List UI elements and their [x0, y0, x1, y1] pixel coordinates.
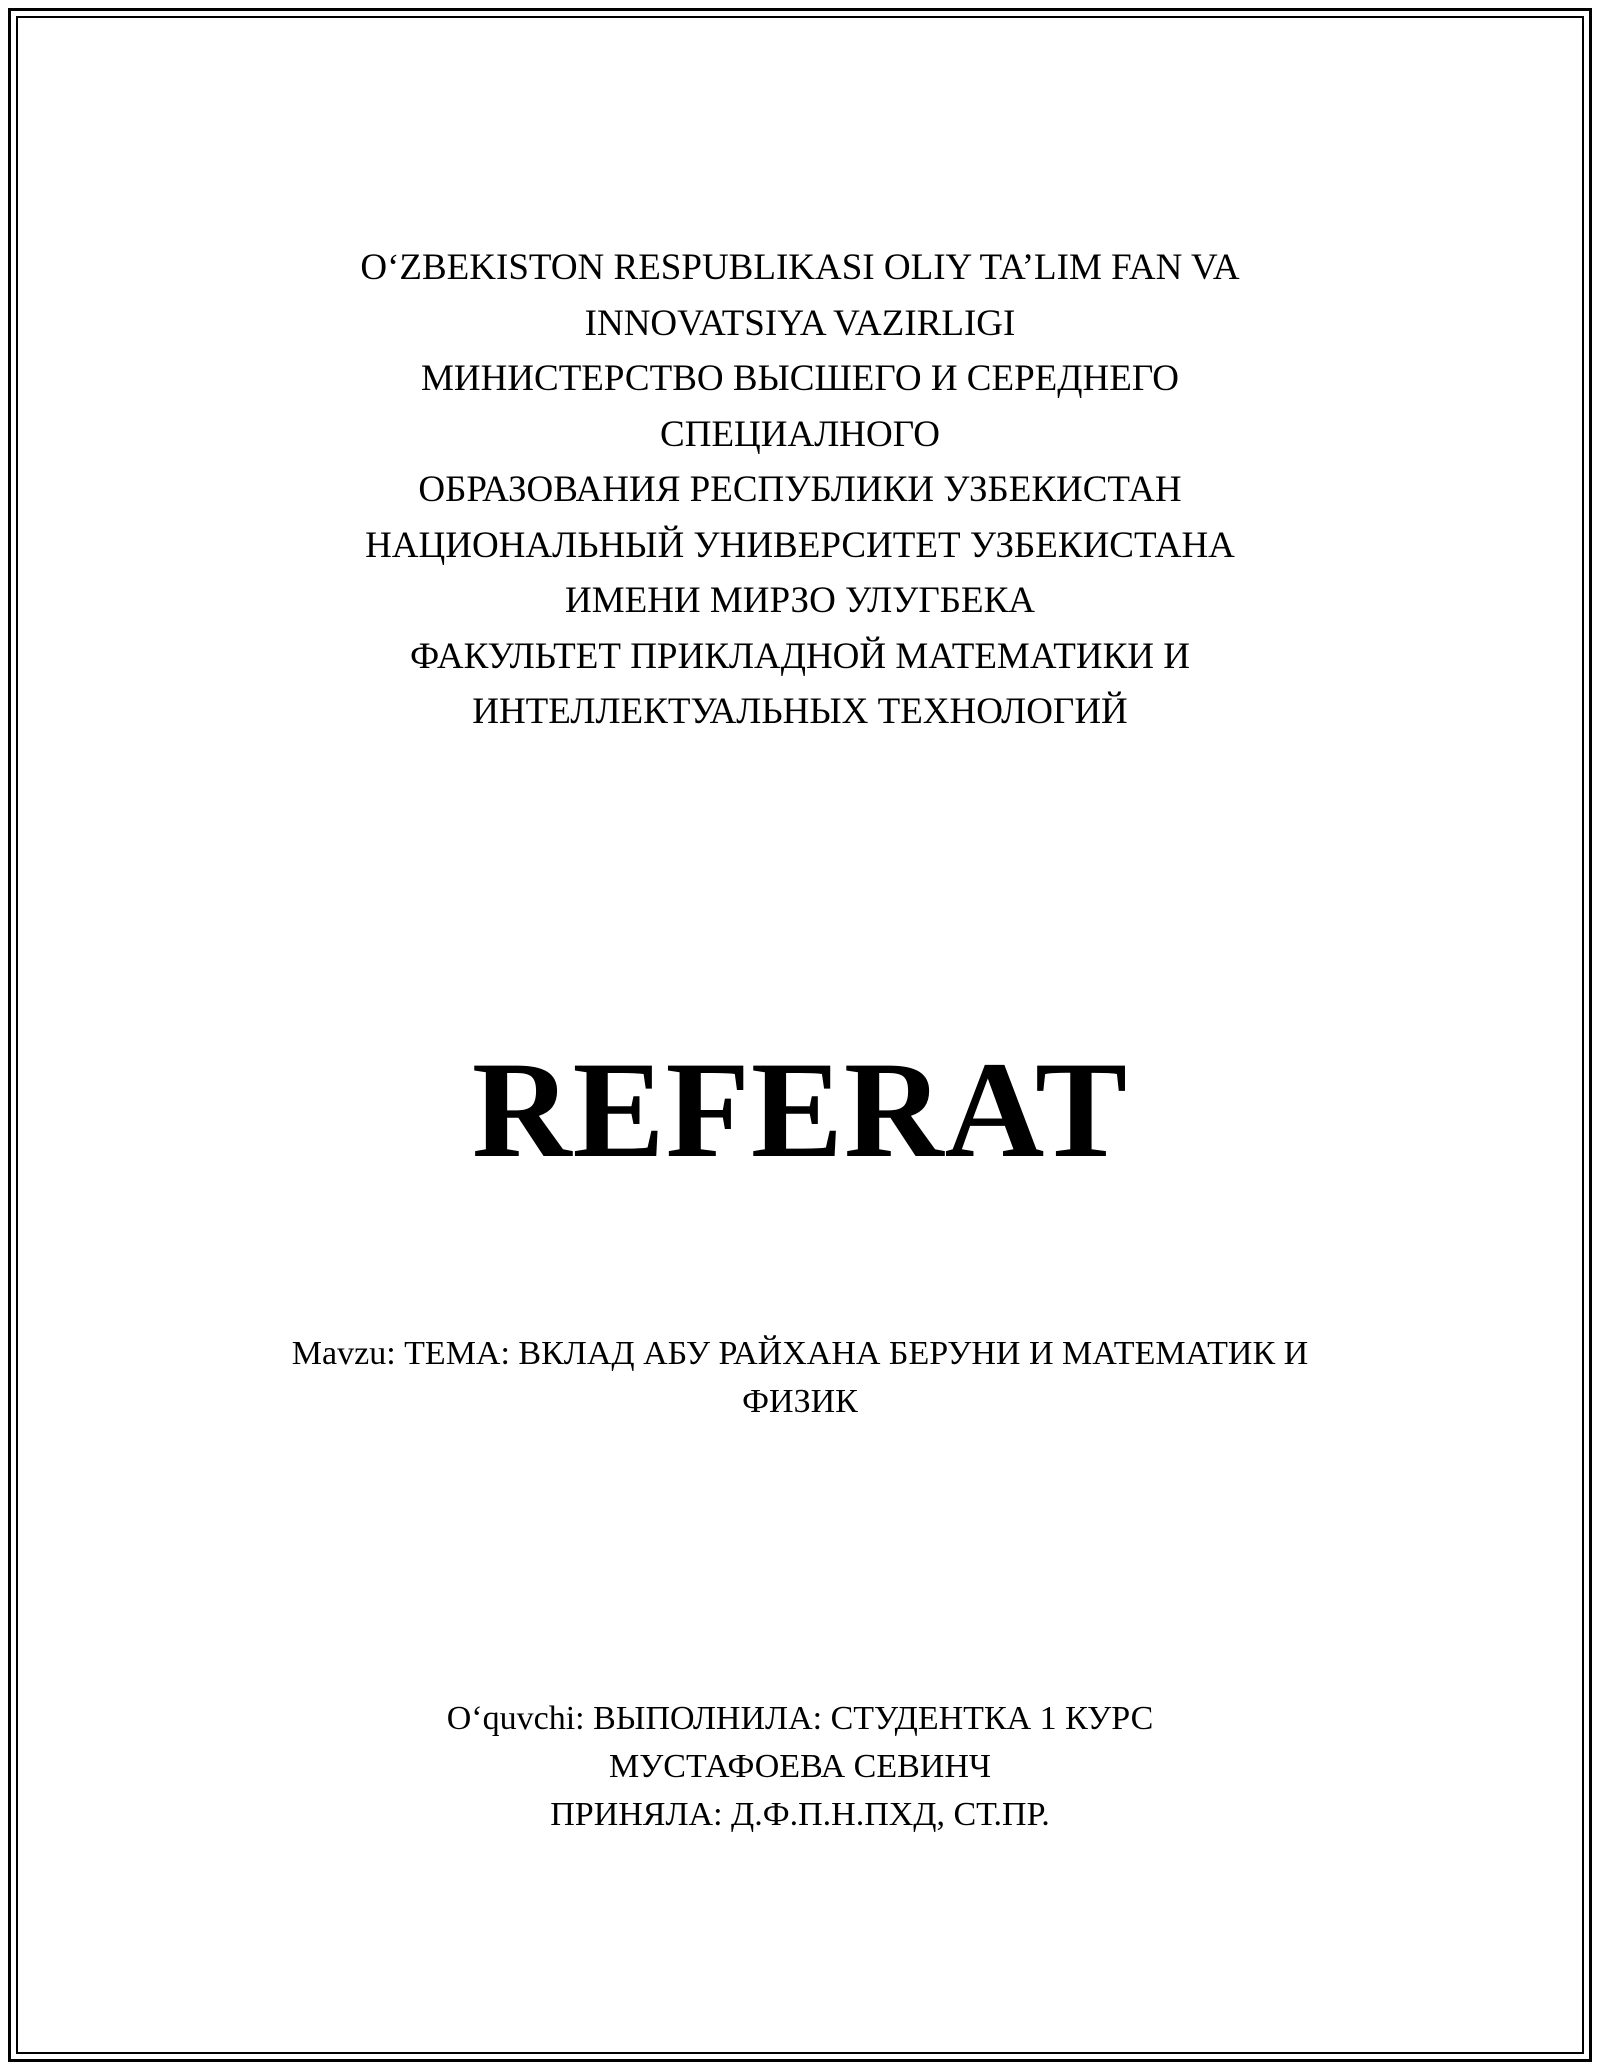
topic-section	[0, 1330, 1600, 1426]
author-line: O‘quvchi: ВЫПОЛНИЛА: СТУДЕНТКА 1 КУРС	[446, 1700, 1154, 1737]
header-line: МИНИСТЕРСТВО ВЫСШЕГО И СЕРЕДНЕГО	[420, 358, 1180, 399]
author-line: ПРИНЯЛА: Д.Ф.П.Н.ПХД, СТ.ПР.	[550, 1796, 1050, 1833]
topic-line: Mavzu: ТЕМА: ВКЛАД АБУ РАЙХАНА БЕРУНИ И МАТЕМАТИК И	[291, 1335, 1309, 1372]
header-line: ИНТЕЛЛЕКТУАЛЬНЫХ ТЕХНОЛОГИЙ	[472, 691, 1128, 732]
header-line: ОБРАЗОВАНИЯ РЕСПУБЛИКИ УЗБЕКИСТАН	[418, 469, 1182, 510]
document-title: REFERAT	[471, 1033, 1129, 1186]
header-line: ИМЕНИ МИРЗО УЛУГБЕКА	[564, 580, 1035, 621]
header-line: НАЦИОНАЛЬНЫЙ УНИВЕРСИТЕТ УЗБЕКИСТАНА	[365, 524, 1235, 566]
institution-header	[0, 240, 1600, 740]
author-line: МУСТАФОЕВА СЕВИНЧ	[609, 1748, 991, 1785]
header-line: O‘ZBEKISTON RESPUBLIKASI OLIY TA’LIM FAN VA	[360, 247, 1240, 288]
header-line: СПЕЦИАЛНОГО	[660, 413, 940, 455]
header-line: INNOVATSIYA VAZIRLIGI	[584, 302, 1016, 344]
header-line: ФАКУЛЬТЕТ ПРИКЛАДНОЙ МАТЕМАТИКИ И	[410, 635, 1190, 677]
author-section	[0, 1695, 1600, 1839]
topic-line: ФИЗИК	[742, 1383, 858, 1420]
